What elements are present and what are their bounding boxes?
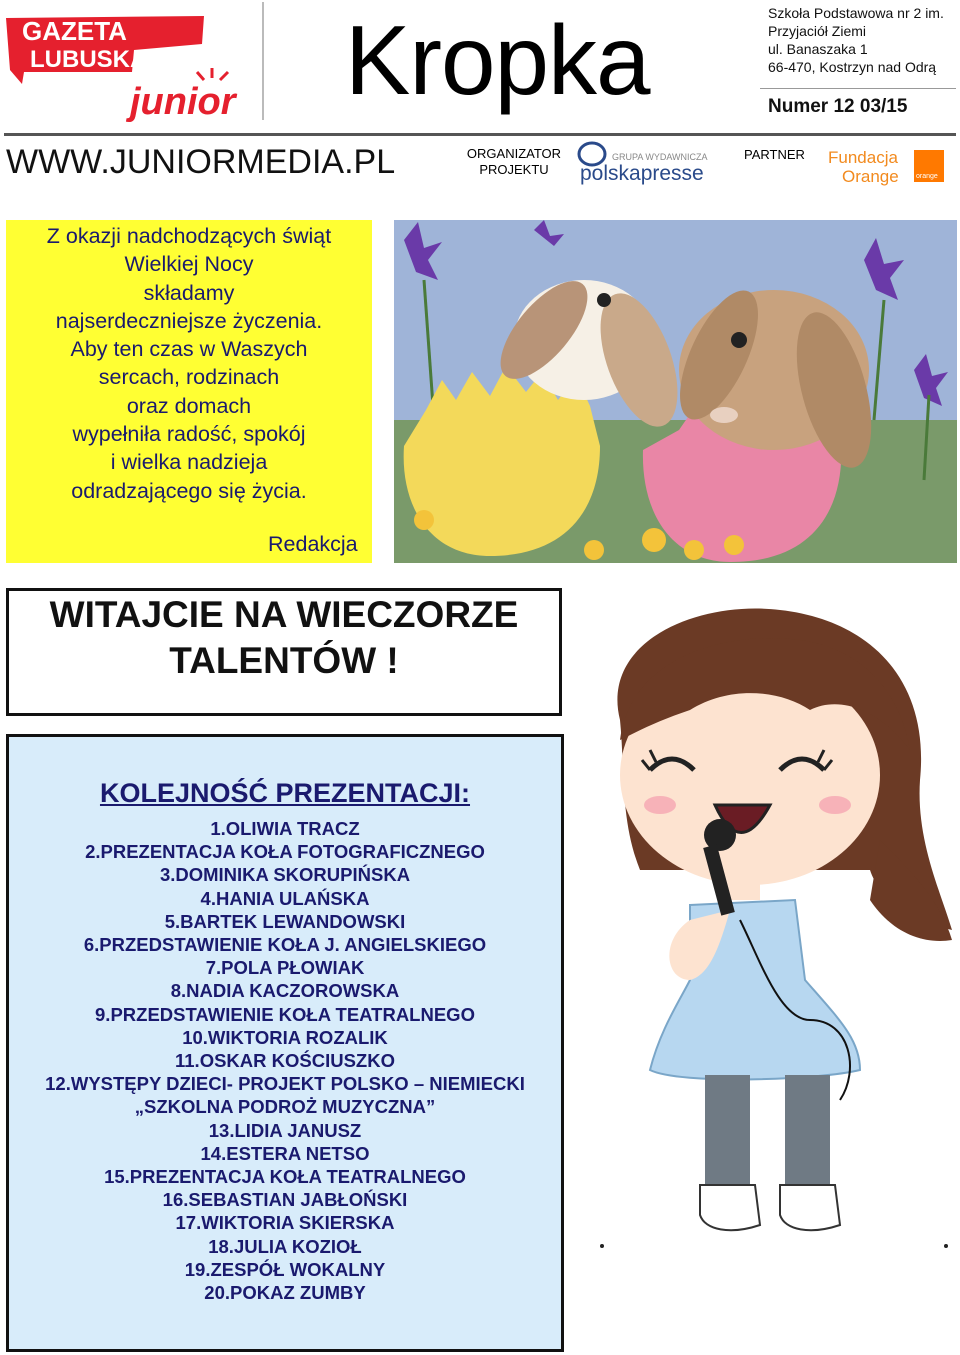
list-item: 12.WYSTĘPY DZIECI- PROJEKT POLSKO – NIEMIECKI xyxy=(45,1073,525,1095)
gazeta-lubuska-junior-logo xyxy=(4,10,252,122)
school-line: 66-470, Kostrzyn nad Odrą xyxy=(768,59,937,75)
school-address xyxy=(768,4,944,76)
wish-line: odradzającego się życia. xyxy=(71,478,307,503)
wish-line: najserdeczniejsze życzenia. xyxy=(55,308,323,333)
orange-square-text: orange xyxy=(916,173,938,180)
fund-logo-line1: Fundacja xyxy=(828,148,898,167)
wish-line: oraz domach xyxy=(126,393,252,418)
list-item: 16.SEBASTIAN JABŁOŃSKI xyxy=(162,1189,408,1211)
issue-number: Numer 12 03/15 xyxy=(768,96,908,117)
wish-line: i wielka nadzieja xyxy=(110,450,268,475)
wish-line: Aby ten czas w Waszych xyxy=(70,337,308,362)
welcome-line: TALENTÓW ! xyxy=(169,640,399,681)
fundacja-orange-logo xyxy=(826,146,944,186)
fund-logo-line2: Orange xyxy=(842,167,899,186)
school-line: Szkoła Podstawowa nr 2 im. xyxy=(768,5,944,21)
polskapresse-logo xyxy=(576,140,708,186)
list-item: 8.NADIA KACZOROWSKA xyxy=(170,980,400,1002)
website-link[interactable]: WWW.JUNIORMEDIA.PL xyxy=(6,143,396,181)
organizer-label xyxy=(460,146,568,178)
decor-dot xyxy=(944,1244,948,1248)
logo-text-gazeta: GAZETA xyxy=(22,16,127,46)
list-item: 3.DOMINIKA SKORUPIŃSKA xyxy=(159,864,411,886)
organizer-label-line: ORGANIZATOR xyxy=(466,146,562,161)
logo-text-lubuska: LUBUSKA xyxy=(30,46,148,73)
list-item: 17.WIKTORIA SKIERSKA xyxy=(175,1212,395,1234)
list-item: „SZKOLNA PODROŻ MUZYCZNA” xyxy=(134,1096,436,1118)
school-line: ul. Banaszaka 1 xyxy=(768,41,868,57)
list-item: 10.WIKTORIA ROZALIK xyxy=(182,1026,388,1048)
list-item: 15.PREZENTACJA KOŁA TEATRALNEGO xyxy=(104,1166,466,1188)
list-item: 18.JULIA KOZIOŁ xyxy=(208,1235,362,1257)
list-item: 20.POKAZ ZUMBY xyxy=(204,1282,366,1304)
wish-line: Wielkiej Nocy xyxy=(124,252,254,277)
singing-girl-illustration xyxy=(580,600,956,1250)
partner-label: PARTNER xyxy=(744,147,805,162)
pp-logo-name: polskapresse xyxy=(580,162,704,185)
wish-line: sercach, rodzinach xyxy=(98,365,280,390)
list-item: 1.OLIWIA TRACZ xyxy=(210,818,360,839)
list-item: 7.POLA PŁOWIAK xyxy=(205,957,365,979)
pp-logo-top: GRUPA WYDAWNICZA xyxy=(612,152,708,162)
list-item: 14.ESTERA NETSO xyxy=(200,1142,370,1164)
logo-text-junior: junior xyxy=(130,81,236,122)
wish-line: Z okazji nadchodzących świąt xyxy=(46,224,332,248)
signature-redakcja: Redakcja xyxy=(268,532,358,556)
list-item: 13.LIDIA JANUSZ xyxy=(208,1119,362,1141)
welcome-line: WITAJCIE NA WIECZORZE xyxy=(49,594,519,635)
easter-wishes-text xyxy=(6,222,372,505)
wish-line: składamy xyxy=(143,280,235,305)
newspaper-title: Kropka xyxy=(345,5,650,115)
program-list xyxy=(9,817,561,1304)
easter-bunnies-photo xyxy=(394,220,957,563)
welcome-heading xyxy=(9,592,559,684)
list-item: 6.PRZEDSTAWIENIE KOŁA J. ANGIELSKIEGO xyxy=(83,934,487,956)
list-item: 4.HANIA ULAŃSKA xyxy=(200,887,370,909)
organizer-label-line: PROJEKTU xyxy=(479,162,549,177)
program-title: KOLEJNOŚĆ PREZENTACJI: xyxy=(99,778,471,808)
header-rule xyxy=(4,133,956,136)
school-line: Przyjaciół Ziemi xyxy=(768,23,867,39)
list-item: 19.ZESPÓŁ WOKALNY xyxy=(184,1258,386,1280)
list-item: 2.PREZENTACJA KOŁA FOTOGRAFICZNEGO xyxy=(85,841,485,863)
list-item: 11.OSKAR KOŚCIUSZKO xyxy=(175,1050,395,1072)
list-item: 5.BARTEK LEWANDOWSKI xyxy=(164,910,406,932)
header-divider xyxy=(262,2,264,120)
wish-line: wypełniła radość, spokój xyxy=(72,422,306,447)
issue-divider xyxy=(760,88,956,89)
decor-dot xyxy=(600,1244,604,1248)
list-item: 9.PRZEDSTAWIENIE KOŁA TEATRALNEGO xyxy=(95,1003,475,1025)
